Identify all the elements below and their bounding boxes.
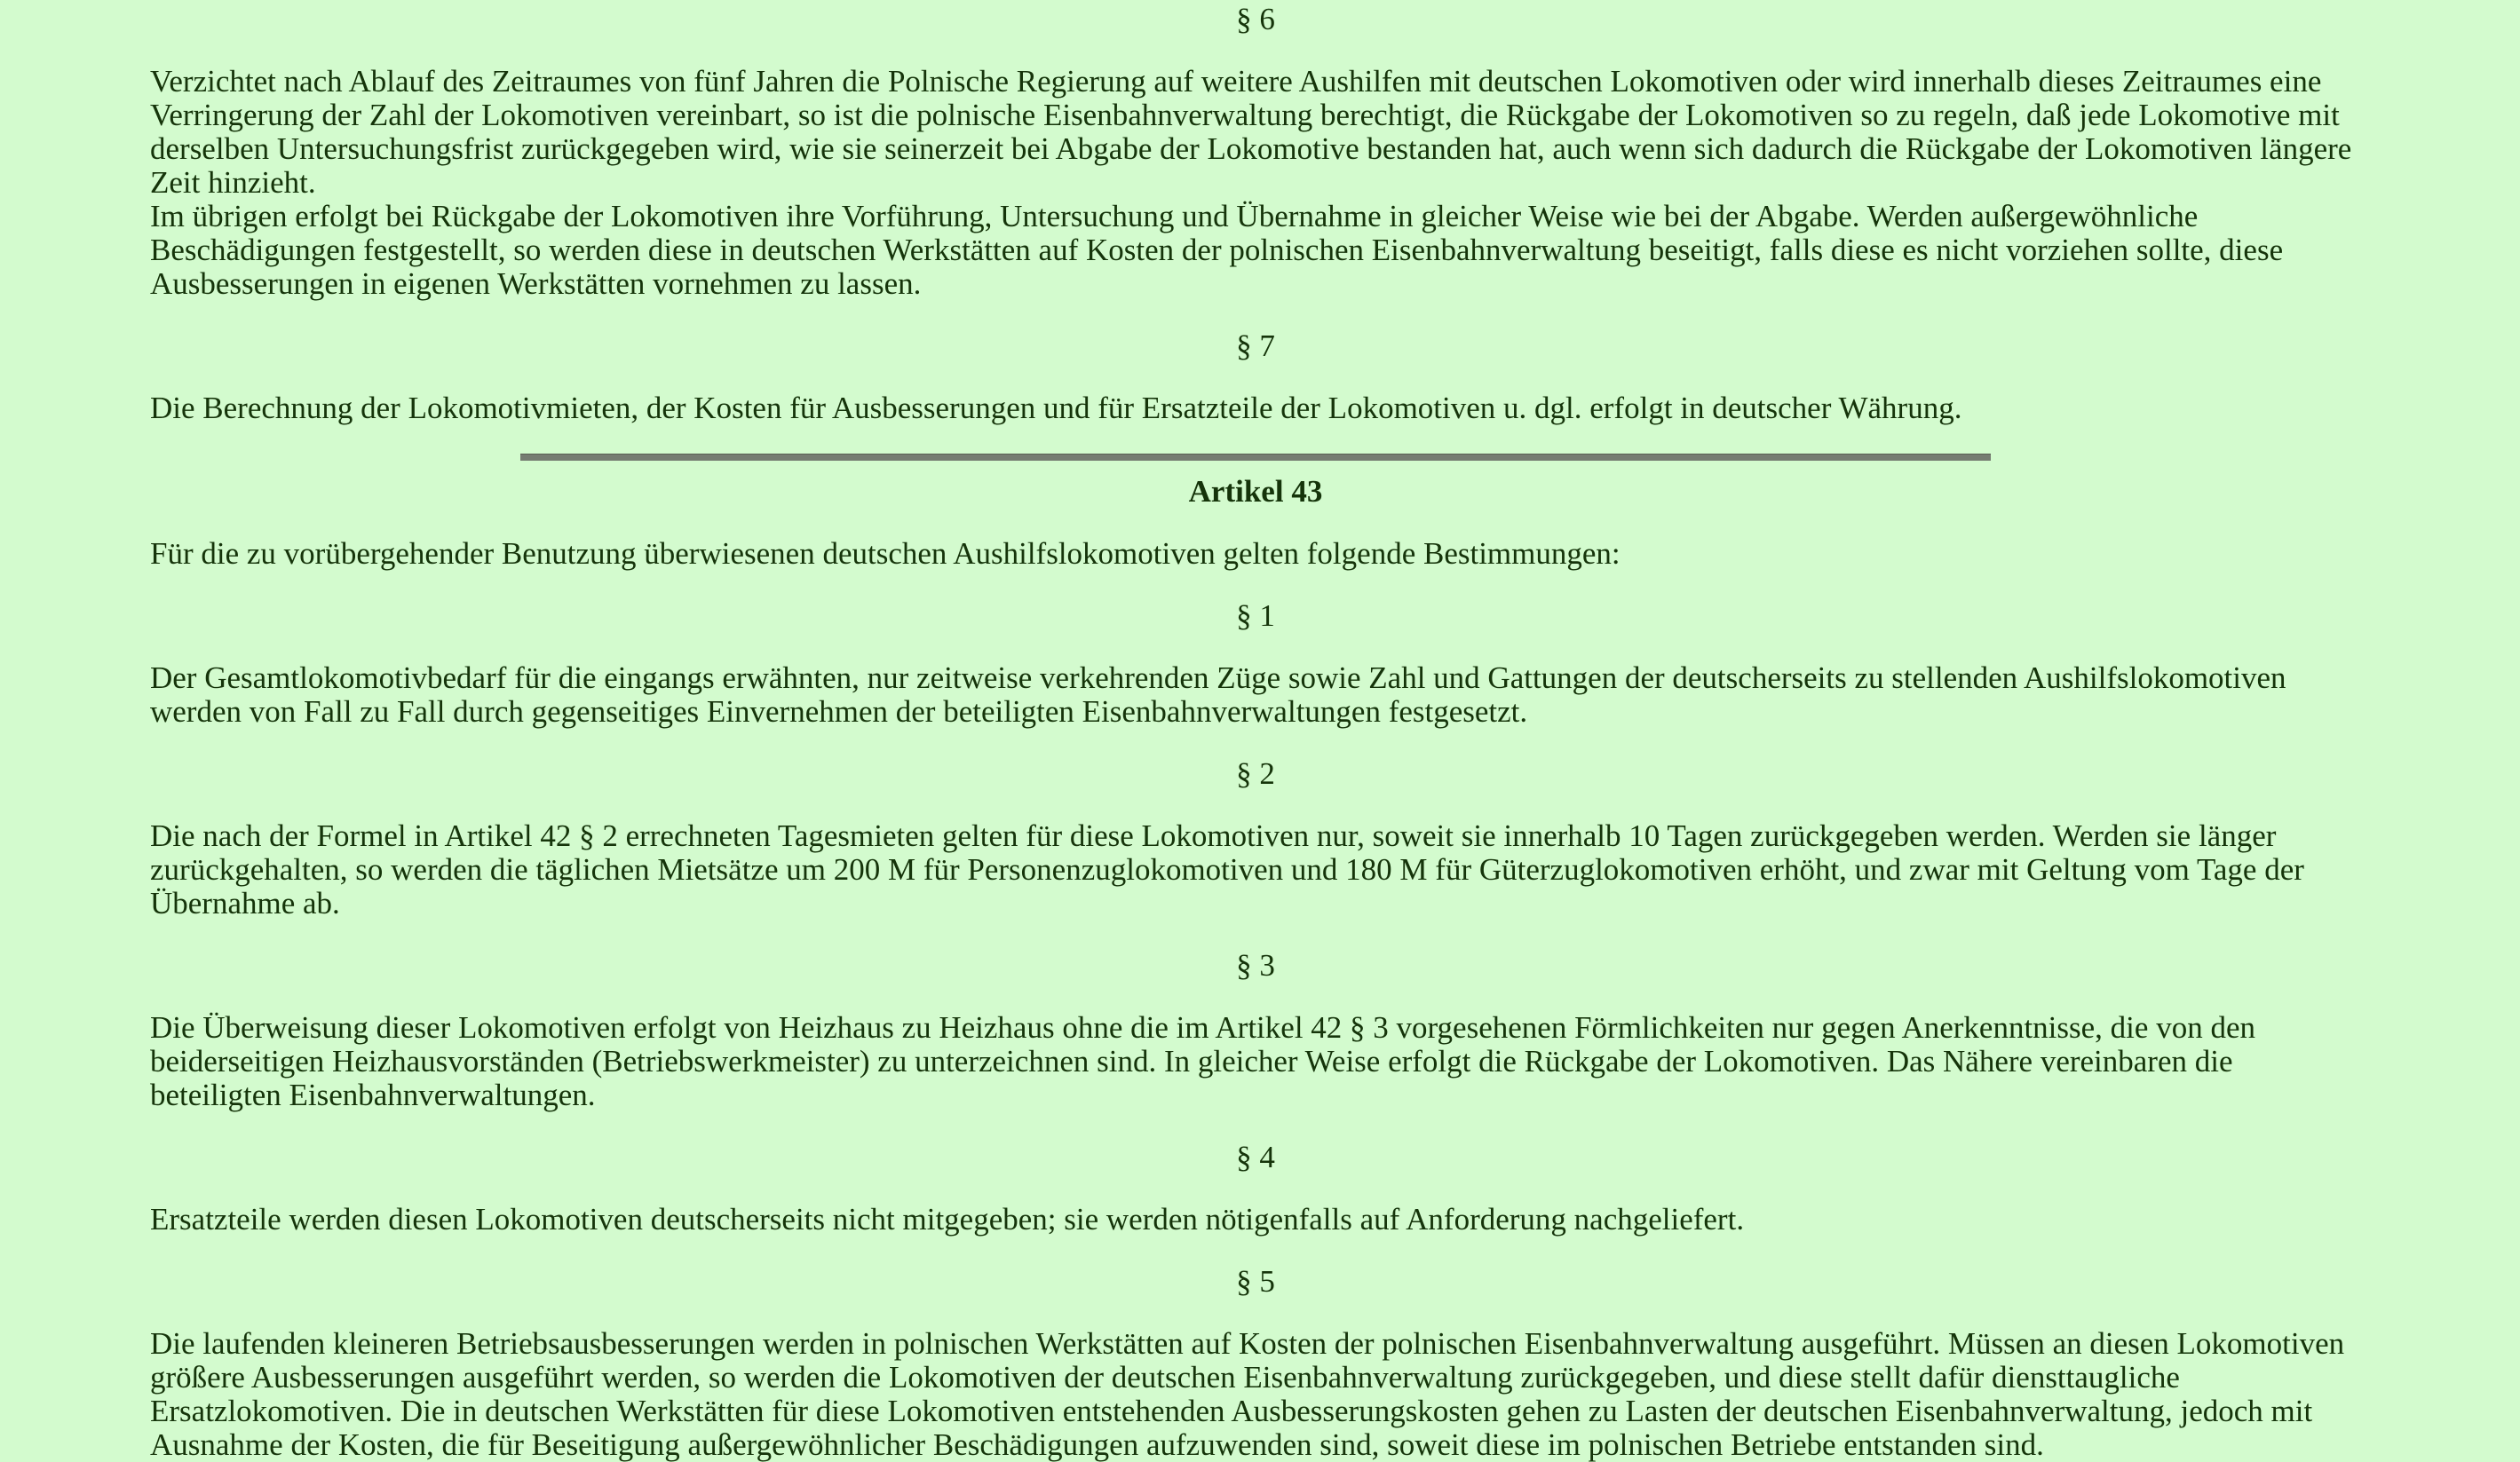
text-line: Im übrigen erfolgt bei Rückgabe der Lokomotiven ihre Vorführung, Untersuchung und Übernahme in gleicher Weise wie bei der Abgabe. Werden außergewöhnliche Beschädigungen festgestellt, so werden diese in deutschen Werkstätten auf Kosten der polnischen Eisenbahnverwaltung beseitigt, falls diese es nicht vorziehen sollte, diese Ausbesserungen in eigenen Werkstätten vornehmen zu lassen.: [150, 199, 2284, 301]
section-heading: [150, 757, 2361, 791]
text-line: § 3: [1236, 948, 1275, 983]
paragraph: [150, 1327, 2361, 1462]
paragraph: [150, 1203, 2361, 1237]
section-heading: [150, 1265, 2361, 1299]
text-line: Artikel 43: [1188, 474, 1323, 509]
document-background: [0, 2, 2520, 1462]
section-heading: [150, 949, 2361, 983]
text-line: Ersatzteile werden diesen Lokomotiven deutscherseits nicht mitgegeben; sie werden nötigenfalls auf Anforderung nachgeliefert.: [150, 1202, 1745, 1237]
section-heading: [150, 3, 2361, 36]
paragraph: [150, 391, 2361, 425]
text-line: § 4: [1236, 1140, 1275, 1174]
section-heading: [150, 599, 2361, 633]
document-page: [0, 3, 2520, 1462]
text-line: Die Überweisung dieser Lokomotiven erfolgt von Heizhaus zu Heizhaus ohne die im Artikel 42 § 3 vorgesehenen Förmlichkeiten nur gegen Anerkenntnisse, die von den beiderseitigen Heizhausvorständen (Betriebswerkmeister) zu unterzeichnen sind. In gleicher Weise erfolgt die Rückgabe der Lokomotiven. Das Nähere vereinbaren die beteiligten Eisenbahnverwaltungen.: [150, 1010, 2255, 1112]
text-line: Verzichtet nach Ablauf des Zeitraumes von fünf Jahren die Polnische Regierung auf weitere Aushilfen mit deutschen Lokomotiven oder wird innerhalb dieses Zeitraumes eine Verringerung der Zahl der Lokomotiven vereinbart, so ist die polnische Eisenbahnverwaltung berechtigt, die Rückgabe der Lokomotiven so zu regeln, daß jede Lokomotive mit derselben Untersuchungsfrist zurückgegeben wird, wie sie seinerzeit bei Abgabe der Lokomotive bestanden hat, auch wenn sich dadurch die Rückgabe der Lokomotiven längere Zeit hinzieht.: [150, 64, 2352, 200]
paragraph: [150, 537, 2361, 571]
text-line: § 5: [1236, 1264, 1275, 1299]
text-line: Der Gesamtlokomotivbedarf für die eingangs erwähnten, nur zeitweise verkehrenden Züge sowie Zahl und Gattungen der deutscherseits zu stellenden Aushilfslokomotiven werden von Fall zu Fall durch gegenseitiges Einvernehmen der beteiligten Eisenbahnverwaltungen festgesetzt.: [150, 660, 2286, 729]
text-line: § 2: [1236, 756, 1275, 791]
section-heading: [150, 329, 2361, 363]
text-line: § 1: [1236, 598, 1275, 633]
horizontal-rule: [520, 454, 1991, 461]
text-line: Die laufenden kleineren Betriebsausbesserungen werden in polnischen Werkstätten auf Kosten der polnischen Eisenbahnverwaltung ausgeführt. Müssen an diesen Lokomotiven größere Ausbesserungen ausgeführt werden, so werden die Lokomotiven der deutschen Eisenbahnverwaltung zurückgegeben, und diese stellt dafür diensttaugliche Ersatzlokomotiven. Die in deutschen Werkstätten für diese Lokomotiven entstehenden Ausbesserungskosten gehen zu Lasten der deutschen Eisenbahnverwaltung, jedoch mit Ausnahme der Kosten, die für Beseitigung außergewöhnlicher Beschädigungen aufzuwenden sind, soweit diese im polnischen Betriebe entstanden sind.: [150, 1326, 2345, 1462]
text-line: Die nach der Formel in Artikel 42 § 2 errechneten Tagesmieten gelten für diese Lokomotiven nur, soweit sie innerhalb 10 Tagen zurückgegeben werden. Werden sie länger zurückgehalten, so werden die täglichen Mietsätze um 200 M für Personenzuglokomotiven und 180 M für Güterzuglokomotiven erhöht, und zwar mit Geltung vom Tage der Übernahme ab.: [150, 818, 2304, 921]
section-heading: [150, 1141, 2361, 1174]
paragraph: [150, 661, 2361, 729]
text-line: § 7: [1236, 328, 1275, 363]
text-line: § 6: [1236, 2, 1275, 36]
text-line: Für die zu vorübergehender Benutzung überwiesenen deutschen Aushilfslokomotiven gelten folgende Bestimmungen:: [150, 536, 1621, 571]
paragraph: [150, 1011, 2361, 1112]
article-title: [150, 475, 2361, 509]
text-line: Die Berechnung der Lokomotivmieten, der Kosten für Ausbesserungen und für Ersatzteile der Lokomotiven u. dgl. erfolgt in deutscher Währung.: [150, 391, 1962, 425]
paragraph: [150, 65, 2361, 301]
paragraph: [150, 819, 2361, 921]
